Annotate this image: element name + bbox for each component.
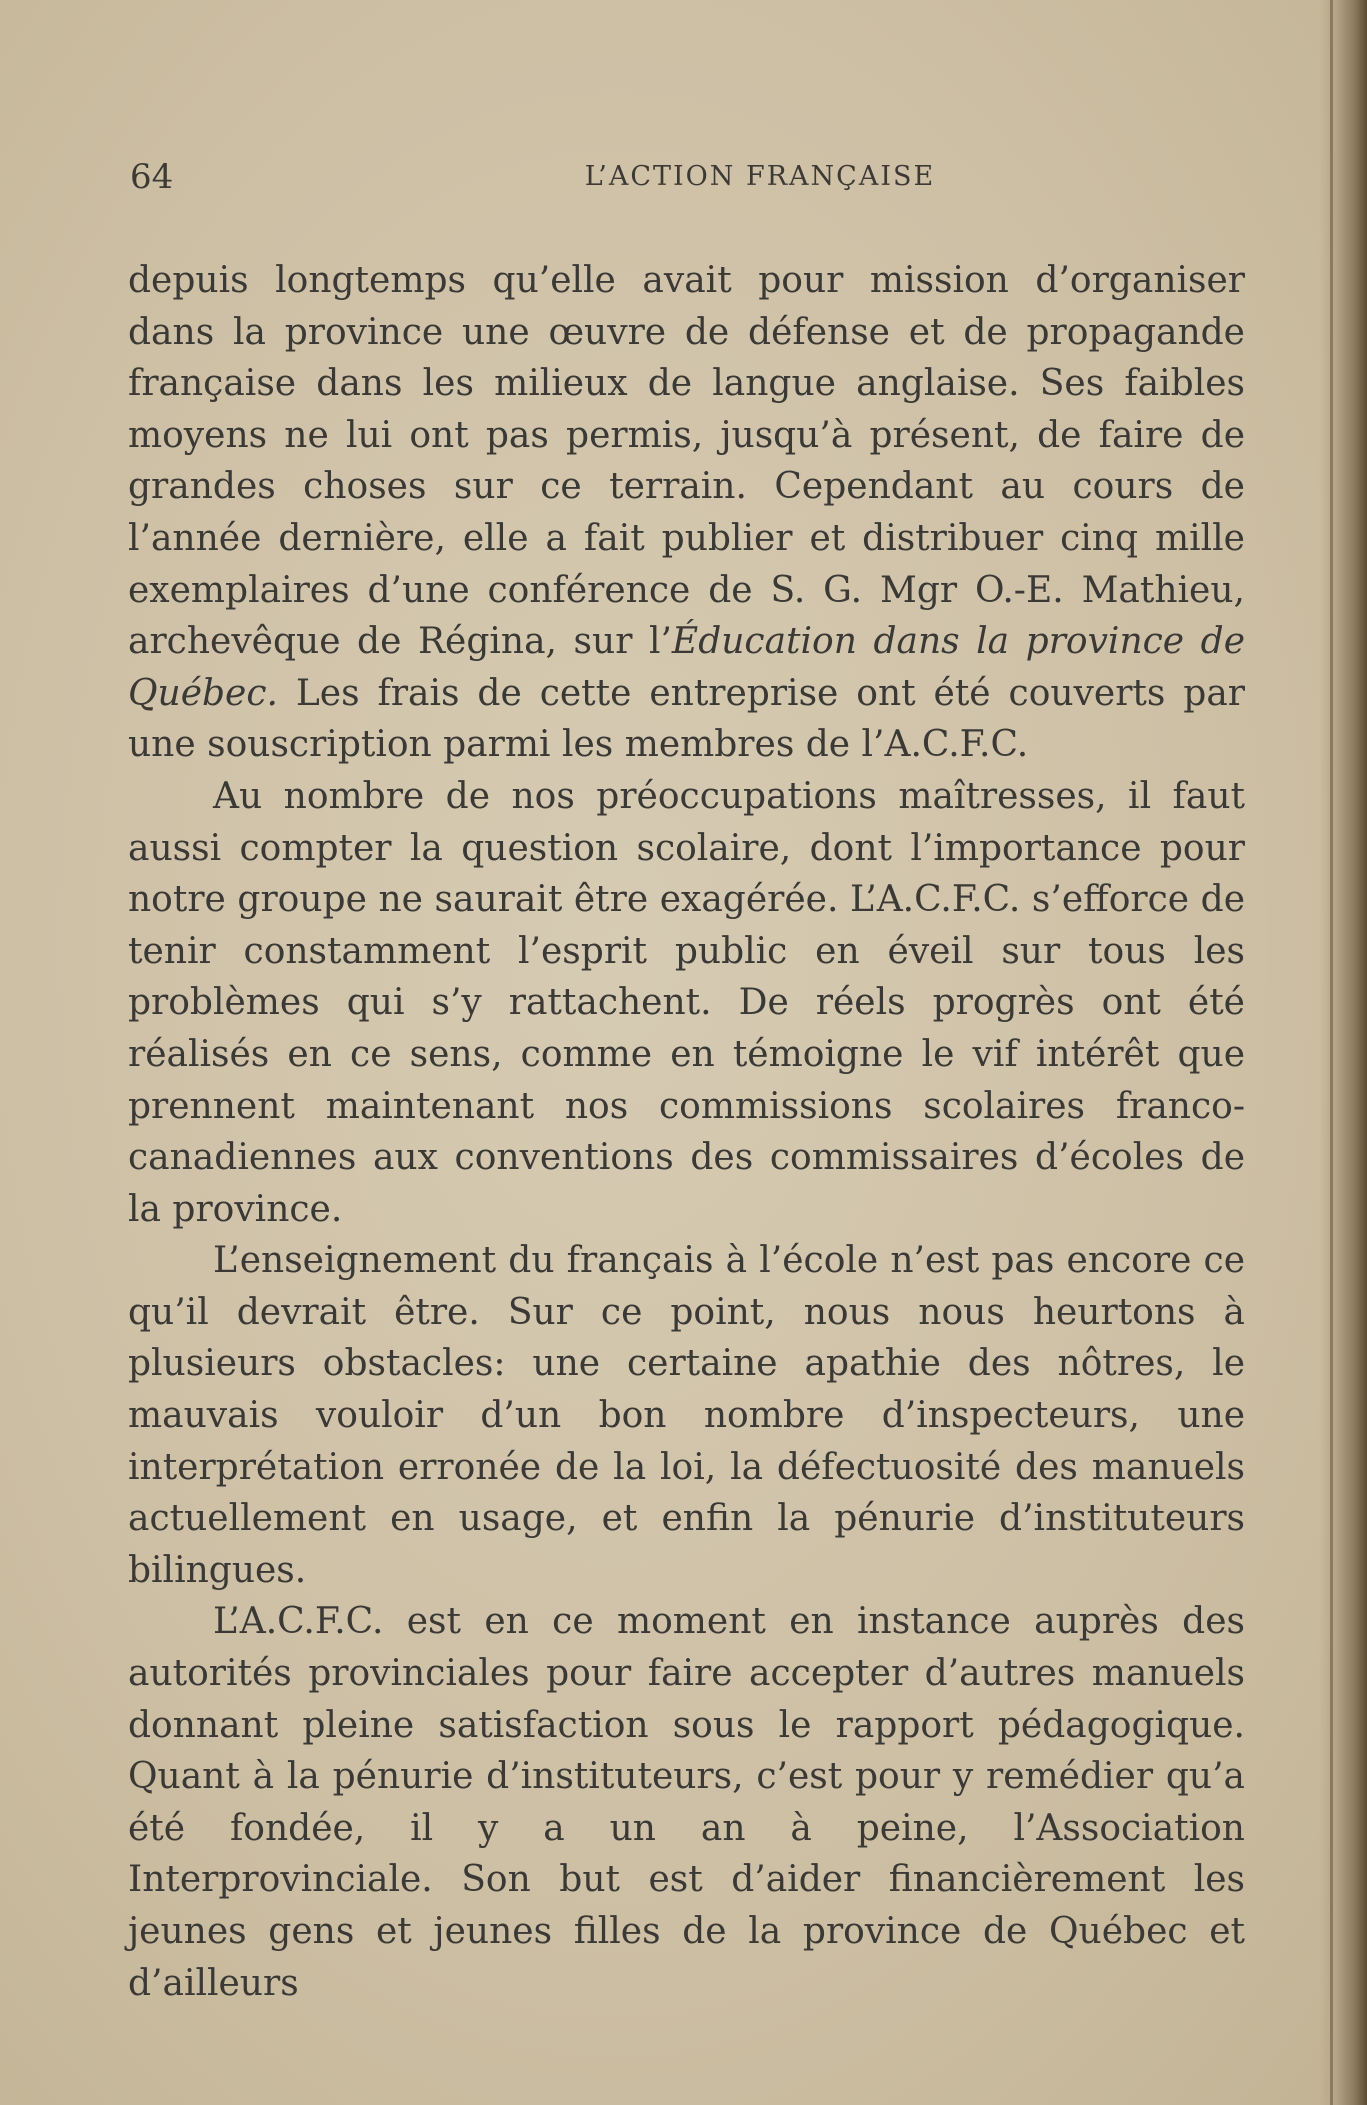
body-text	[128, 255, 1245, 2009]
paragraph-2: Au nombre de nos préoccupations maîtresses, il faut aussi compter la question scolaire, dont l’importance pour notre groupe ne saurait être exagérée. L’A.C.F.C. s’efforce de tenir constamment l’esprit public en éveil sur tous les problèmes qui s’y rattachent. De réels progrès ont été réalisés en ce sens, comme en témoigne le vif intérêt que prennent maintenant nos commissions scolaires franco-canadiennes aux conventions des commissaires d’écoles de la province.	[128, 775, 1245, 1230]
paragraph-1-continuation: Les frais de cette entreprise ont été couverts par une souscription parmi les membres de l’A.C.F.C.	[128, 672, 1245, 766]
page-edge-line	[1330, 0, 1333, 2105]
paragraph-1	[128, 255, 1245, 771]
page-edge-shadow	[1319, 0, 1367, 2105]
paragraph-3: L’enseignement du français à l’école n’est pas encore ce qu’il devrait être. Sur ce point, nous nous heurtons à plusieurs obstacles: une certaine apathie des nôtres, le mauvais vouloir d’un bon nombre d’inspecteurs, une interprétation erronée de la loi, la défectuosité des manuels actuellement en usage, et enfin la pénurie d’instituteurs bilingues.	[128, 1240, 1245, 1591]
book-title-italic: Éducation dans la province de Québec.	[128, 621, 1245, 714]
paragraph-4: L’A.C.F.C. est en ce moment en instance auprès des autorités provinciales pour faire accepter d’autres manuels donnant pleine satisfaction sous le rapport pédagogique. Quant à la pénurie d’instituteurs, c’est pour y remédier qu’a été fondée, il y a un an à peine, l’Association Interprovinciale. Son but est d’aider financièrement les jeunes gens et jeunes filles de la province de Québec et d’ailleurs	[128, 1601, 1245, 2004]
running-title: L’ACTION FRANÇAISE	[584, 161, 936, 192]
page-number: 64	[130, 157, 174, 197]
paragraph-1-text: depuis longtemps qu’elle avait pour mission d’organiser dans la province une œuvre de défense et de propagande française dans les milieux de langue anglaise. Ses faibles moyens ne lui ont pas permis, jusqu’à présent, de faire de grandes choses sur ce terrain. Cependant au cours de l’année dernière, elle a fait publier et distribuer cinq mille exemplaires d’une conférence de S. G. Mgr O.-E. Mathieu, archevêque de Régina, sur l’	[128, 260, 1245, 663]
page-header	[130, 152, 1245, 202]
